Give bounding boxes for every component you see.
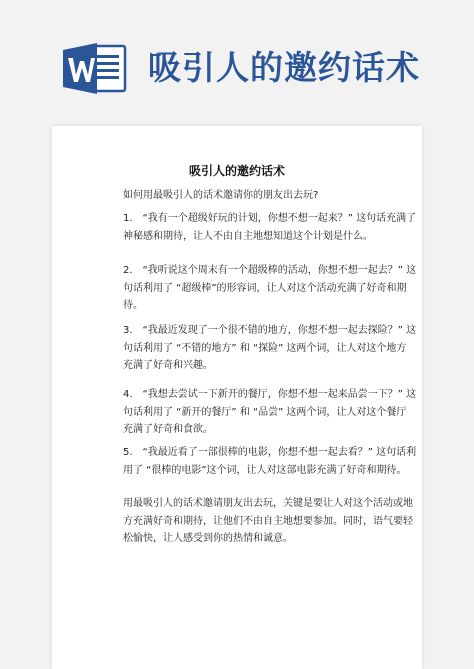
list-item: 5. “我最近看了一部很棒的电影，你想不想一起去看？” 这句话利 用了 “很棒的电影”这个词，让人对这部电影充满了好奇和期待。 <box>123 447 417 476</box>
document-page <box>52 126 422 669</box>
word-document-icon <box>63 41 127 96</box>
document-title: 吸引人的邀约话术 <box>188 164 285 178</box>
list-item: 1. “我有一个超级好玩的计划，你想不想一起来？” 这句话充满了 神秘感和期待，让人不由自主地想知道这个计划是什么。 <box>123 213 417 242</box>
banner-title: 吸引人的邀约话术 <box>148 48 420 87</box>
intro-paragraph: 如何用最吸引人的话术邀请你的朋友出去玩? <box>123 190 319 201</box>
conclusion-paragraph: 用最吸引人的话术邀请朋友出去玩，关键是要让人对这个活动或地 方充满好奇和期待，让他们不由自主地想要参加。同时，语气要轻 松愉快，让人感受到你的热情和诚意。 <box>123 498 413 544</box>
banner-header <box>0 0 474 130</box>
list-item: 2. “我听说这个周末有一个超级棒的活动，你想不想一起去？” 这 句话利用了 “超级棒”的形容词，让人对这个活动充满了好奇和期 待。 <box>123 265 417 311</box>
list-item: 4. “我想去尝试一下新开的餐厅，你想不想一起来品尝一下？” 这 句话利用了 “新开的餐厅” 和 “品尝” 这两个词，让人对这个餐厅 充满了好奇和食欲。 <box>123 389 417 435</box>
list-item: 3. “我最近发现了一个很不错的地方，你想不想一起去探险？” 这 句话利用了 “不错的地方” 和 “探险” 这两个词，让人对这个地方 充满了好奇和兴趣。 <box>123 325 417 371</box>
